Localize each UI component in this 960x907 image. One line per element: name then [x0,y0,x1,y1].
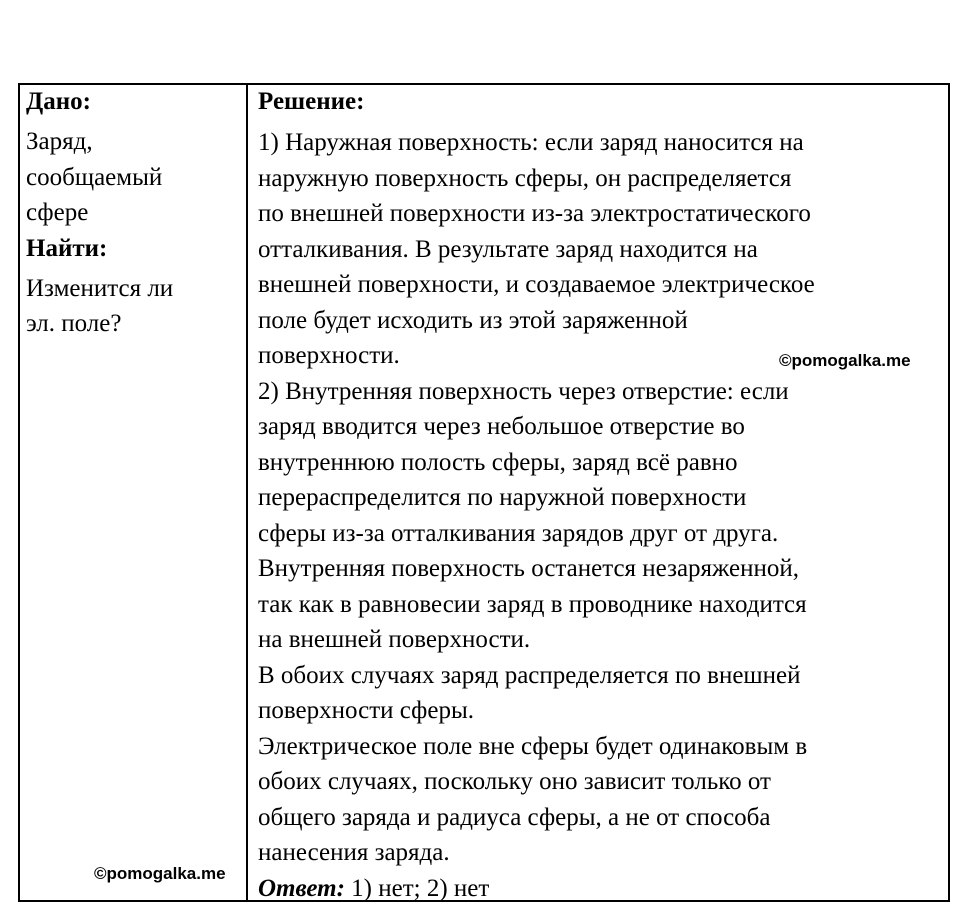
solution-paragraph-1: 1) Наружная поверхность: если заряд наносится на наружную поверхность сферы, он распределяется по внешней поверхности из-за электростатического отталкивания. В результате заряд находится на внешней поверхности, и создаваемое электрическое поле будет исходить из этой заряженной поверхности. [258,129,815,369]
given-column [26,86,240,342]
find-heading: Найти: [26,234,108,262]
column-divider [246,83,248,902]
given-heading: Дано: [26,88,91,115]
solution-heading: Решение: [258,88,365,115]
given-text: Заряд, сообщаемый сфере [26,128,163,226]
solution-column [258,86,948,906]
answer-line [258,871,948,907]
watermark-left: ©pomogalka.me [94,864,226,883]
answer-label: Ответ: [258,874,345,902]
solution-paragraph-4: Электрическое поле вне сферы будет одинаковым в обоих случаях, поскольку оно зависит только от общего заряда и радиуса сферы, а не от способа нанесения заряда. [258,732,808,866]
solution-paragraph-2: 2) Внутренняя поверхность через отверстие: если заряд вводится через небольшое отверстие во внутреннюю полость сферы, заряд всё равно перераспределится по наружной поверхности сферы из-за отталкивания зарядов друг от друга. Внутренняя поверхность останется незаряженной, так как в равновесии заряд в проводнике находится на внешней поверхности. [258,377,807,653]
watermark-right: ©pomogalka.me [779,351,911,370]
answer-text: 1) нет; 2) нет [344,874,490,902]
solution-paragraph-3: В обоих случаях заряд распределяется по внешней поверхности сферы. [258,661,801,724]
find-text: Изменится ли эл. поле? [26,274,174,337]
